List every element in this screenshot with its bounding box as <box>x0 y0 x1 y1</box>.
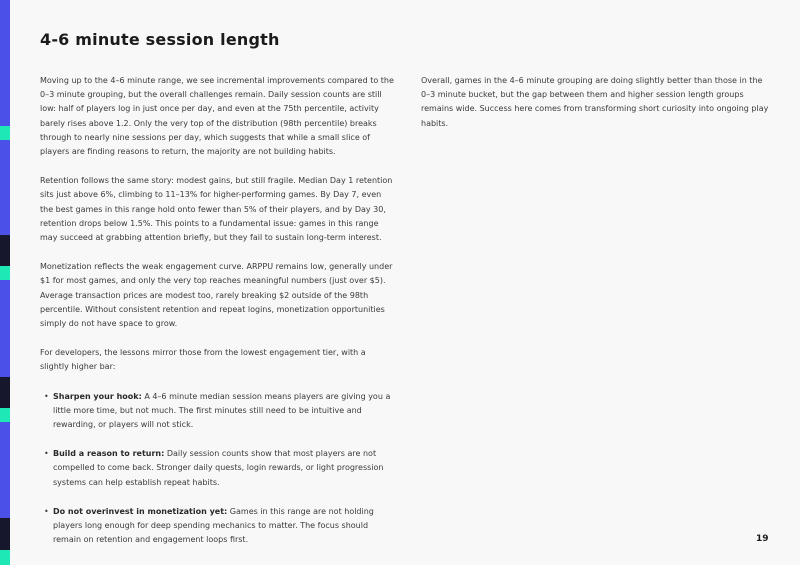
bullet-dot-icon: • <box>44 506 49 516</box>
page-title: 4-6 minute session length <box>40 30 280 49</box>
paragraph: Monetization reflects the weak engagement curve. ARPPU remains low, generally under $1 for most games, and only the very top reaches meaningful numbers (just over $5). Average transaction prices are modest too, rarely breaking $2 outside of the 98th percentile. Without consistent retention and repeat logins, monetization opportunities simply do not have space to grow. <box>40 262 393 329</box>
side-bar-segment <box>0 408 10 422</box>
bullet-item <box>40 505 396 548</box>
side-bar-segment <box>0 140 10 235</box>
side-bar-segment <box>0 550 10 565</box>
side-bar-segment <box>0 235 10 266</box>
side-bar-segment <box>0 422 10 518</box>
side-bar-segment <box>0 518 10 550</box>
page-number: 19 <box>756 534 769 544</box>
bullet-lead: Build a reason to return: <box>53 449 165 459</box>
bullet-item <box>40 447 396 490</box>
bullet-lead: Do not overinvest in monetization yet: <box>53 506 228 516</box>
left-column <box>40 74 396 562</box>
bullet-dot-icon: • <box>44 391 49 401</box>
bullet-lead: Sharpen your hook: <box>53 391 142 401</box>
paragraph: Moving up to the 4–6 minute range, we see incremental improvements compared to the 0–3 minute grouping, but the overall challenges remain. Daily session counts are still low: half of players log in just once per day, and even at the 75th percentile, activity barely rises above 1.2. Only the very top of the distribution (98th percentile) breaks through to nearly nine sessions per day, which suggests that while a small slice of players are finding reasons to return, the majority are not building habits. <box>40 76 394 157</box>
side-bar-segment <box>0 126 10 140</box>
bullet-dot-icon: • <box>44 449 49 459</box>
side-bar-segment <box>0 377 10 408</box>
bullet-list <box>40 390 396 548</box>
paragraph: Retention follows the same story: modest gains, but still fragile. Median Day 1 retention sits just above 6%, climbing to 11–13% for higher-performing games. By Day 7, even the best games in this range hold onto fewer than 5% of their players, and by Day 30, retention drops below 1.5%. This points to a fundamental issue: games in this range may succeed at grabbing attention briefly, but they fail to sustain long-term interest. <box>40 176 393 243</box>
bullet-text: Daily session counts show that most players are not compelled to come back. Stronger daily quests, login rewards, or light progression systems can help establish repeat habits. <box>53 449 384 487</box>
bullet-text: A 4–6 minute median session means players are giving you a little more time, but not much. The first minutes still need to be intuitive and rewarding, or players will not stick. <box>53 391 391 430</box>
right-column <box>421 74 771 146</box>
paragraph: Overall, games in the 4–6 minute grouping are doing slightly better than those in the 0–3 minute bucket, but the gap between them and higher session length groups remains wide. Success here comes from transforming short curiosity into ongoing play habits. <box>421 76 769 128</box>
paragraph: For developers, the lessons mirror those from the lowest engagement tier, with a slightly higher bar: <box>40 348 366 372</box>
bullet-text: Games in this range are not holding players long enough for deep spending mechanics to matter. The focus should remain on retention and engagement loops first. <box>53 506 374 545</box>
side-color-bar <box>0 0 10 565</box>
bullet-item <box>40 390 396 433</box>
side-bar-segment <box>0 266 10 280</box>
side-bar-segment <box>0 0 10 126</box>
side-bar-segment <box>0 280 10 377</box>
